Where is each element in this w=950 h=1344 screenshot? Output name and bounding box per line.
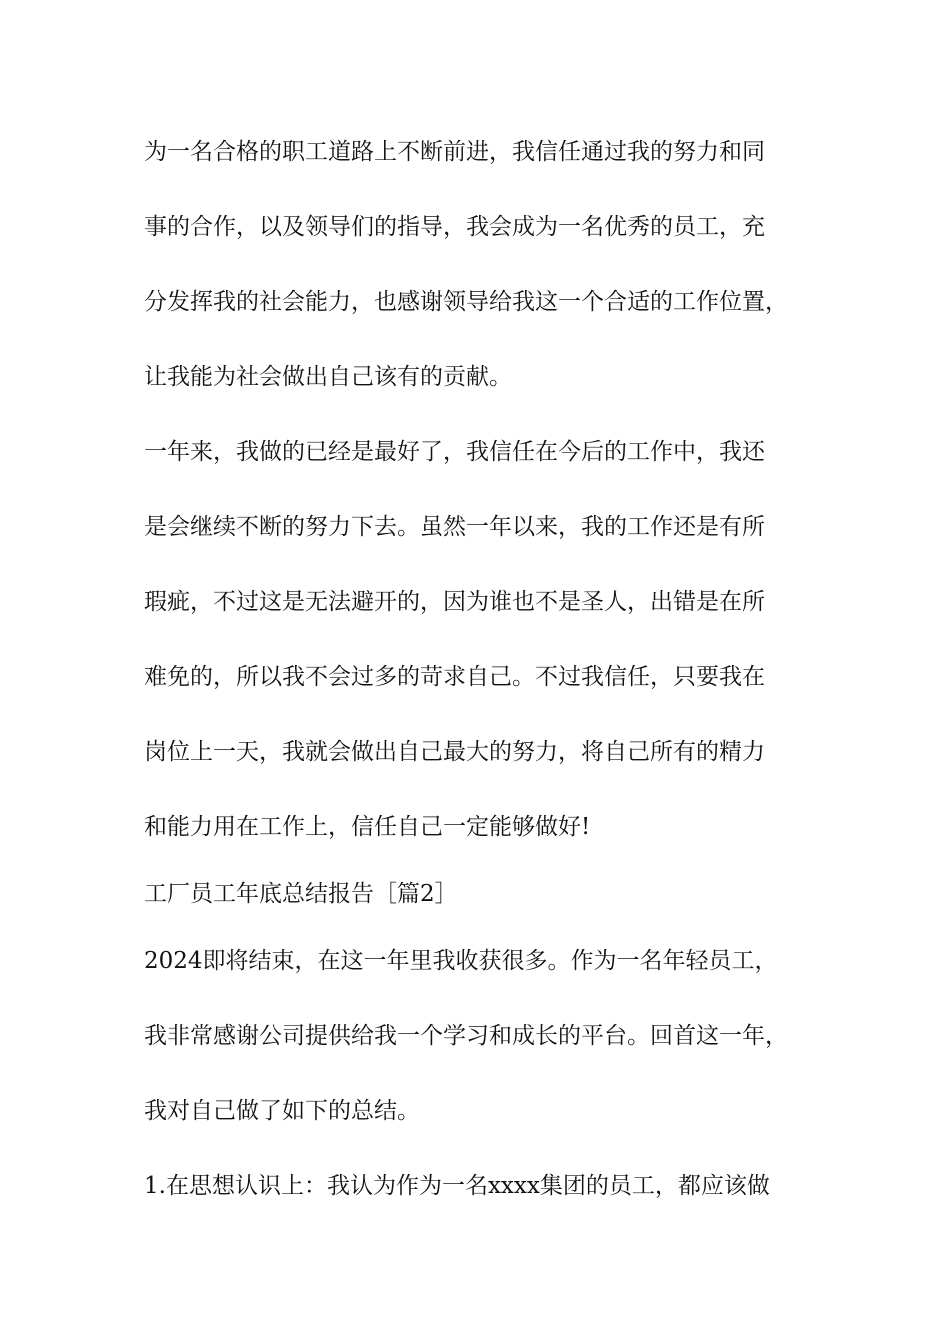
- text-line-10: 和能力用在工作上，信任自己一定能够做好!: [144, 814, 591, 840]
- document-body: [144, 132, 814, 1241]
- text-line-14: 我对自己做了如下的总结。: [144, 1098, 420, 1124]
- text-line-7: 瑕疵，不过这是无法避开的，因为谁也不是圣人，出错是在所: [144, 589, 765, 615]
- text-line-15: 1.在思想认识上：我认为作为一名xxxx集团的员工，都应该做: [144, 1173, 770, 1199]
- section-heading: 工厂员工年底总结报告［篇2］: [144, 881, 458, 907]
- text-line-3: 分发挥我的社会能力，也感谢领导给我这一个合适的工作位置，: [144, 289, 788, 315]
- text-line-5: 一年来，我做的已经是最好了，我信任在今后的工作中，我还: [144, 439, 765, 465]
- text-line-4: 让我能为社会做出自己该有的贡献。: [144, 364, 512, 390]
- text-line-8: 难免的，所以我不会过多的苛求自己。不过我信任，只要我在: [144, 664, 765, 690]
- text-line-1: 为一名合格的职工道路上不断前进，我信任通过我的努力和同: [144, 139, 765, 165]
- text-line-13: 我非常感谢公司提供给我一个学习和成长的平台。回首这一年，: [144, 1023, 788, 1049]
- text-line-6: 是会继续不断的努力下去。虽然一年以来，我的工作还是有所: [144, 514, 765, 540]
- text-line-2: 事的合作，以及领导们的指导，我会成为一名优秀的员工，充: [144, 214, 765, 240]
- text-line-9: 岗位上一天，我就会做出自己最大的努力，将自己所有的精力: [144, 739, 765, 765]
- text-line-12: 2024即将结束，在这一年里我收获很多。作为一名年轻员工，: [144, 948, 778, 974]
